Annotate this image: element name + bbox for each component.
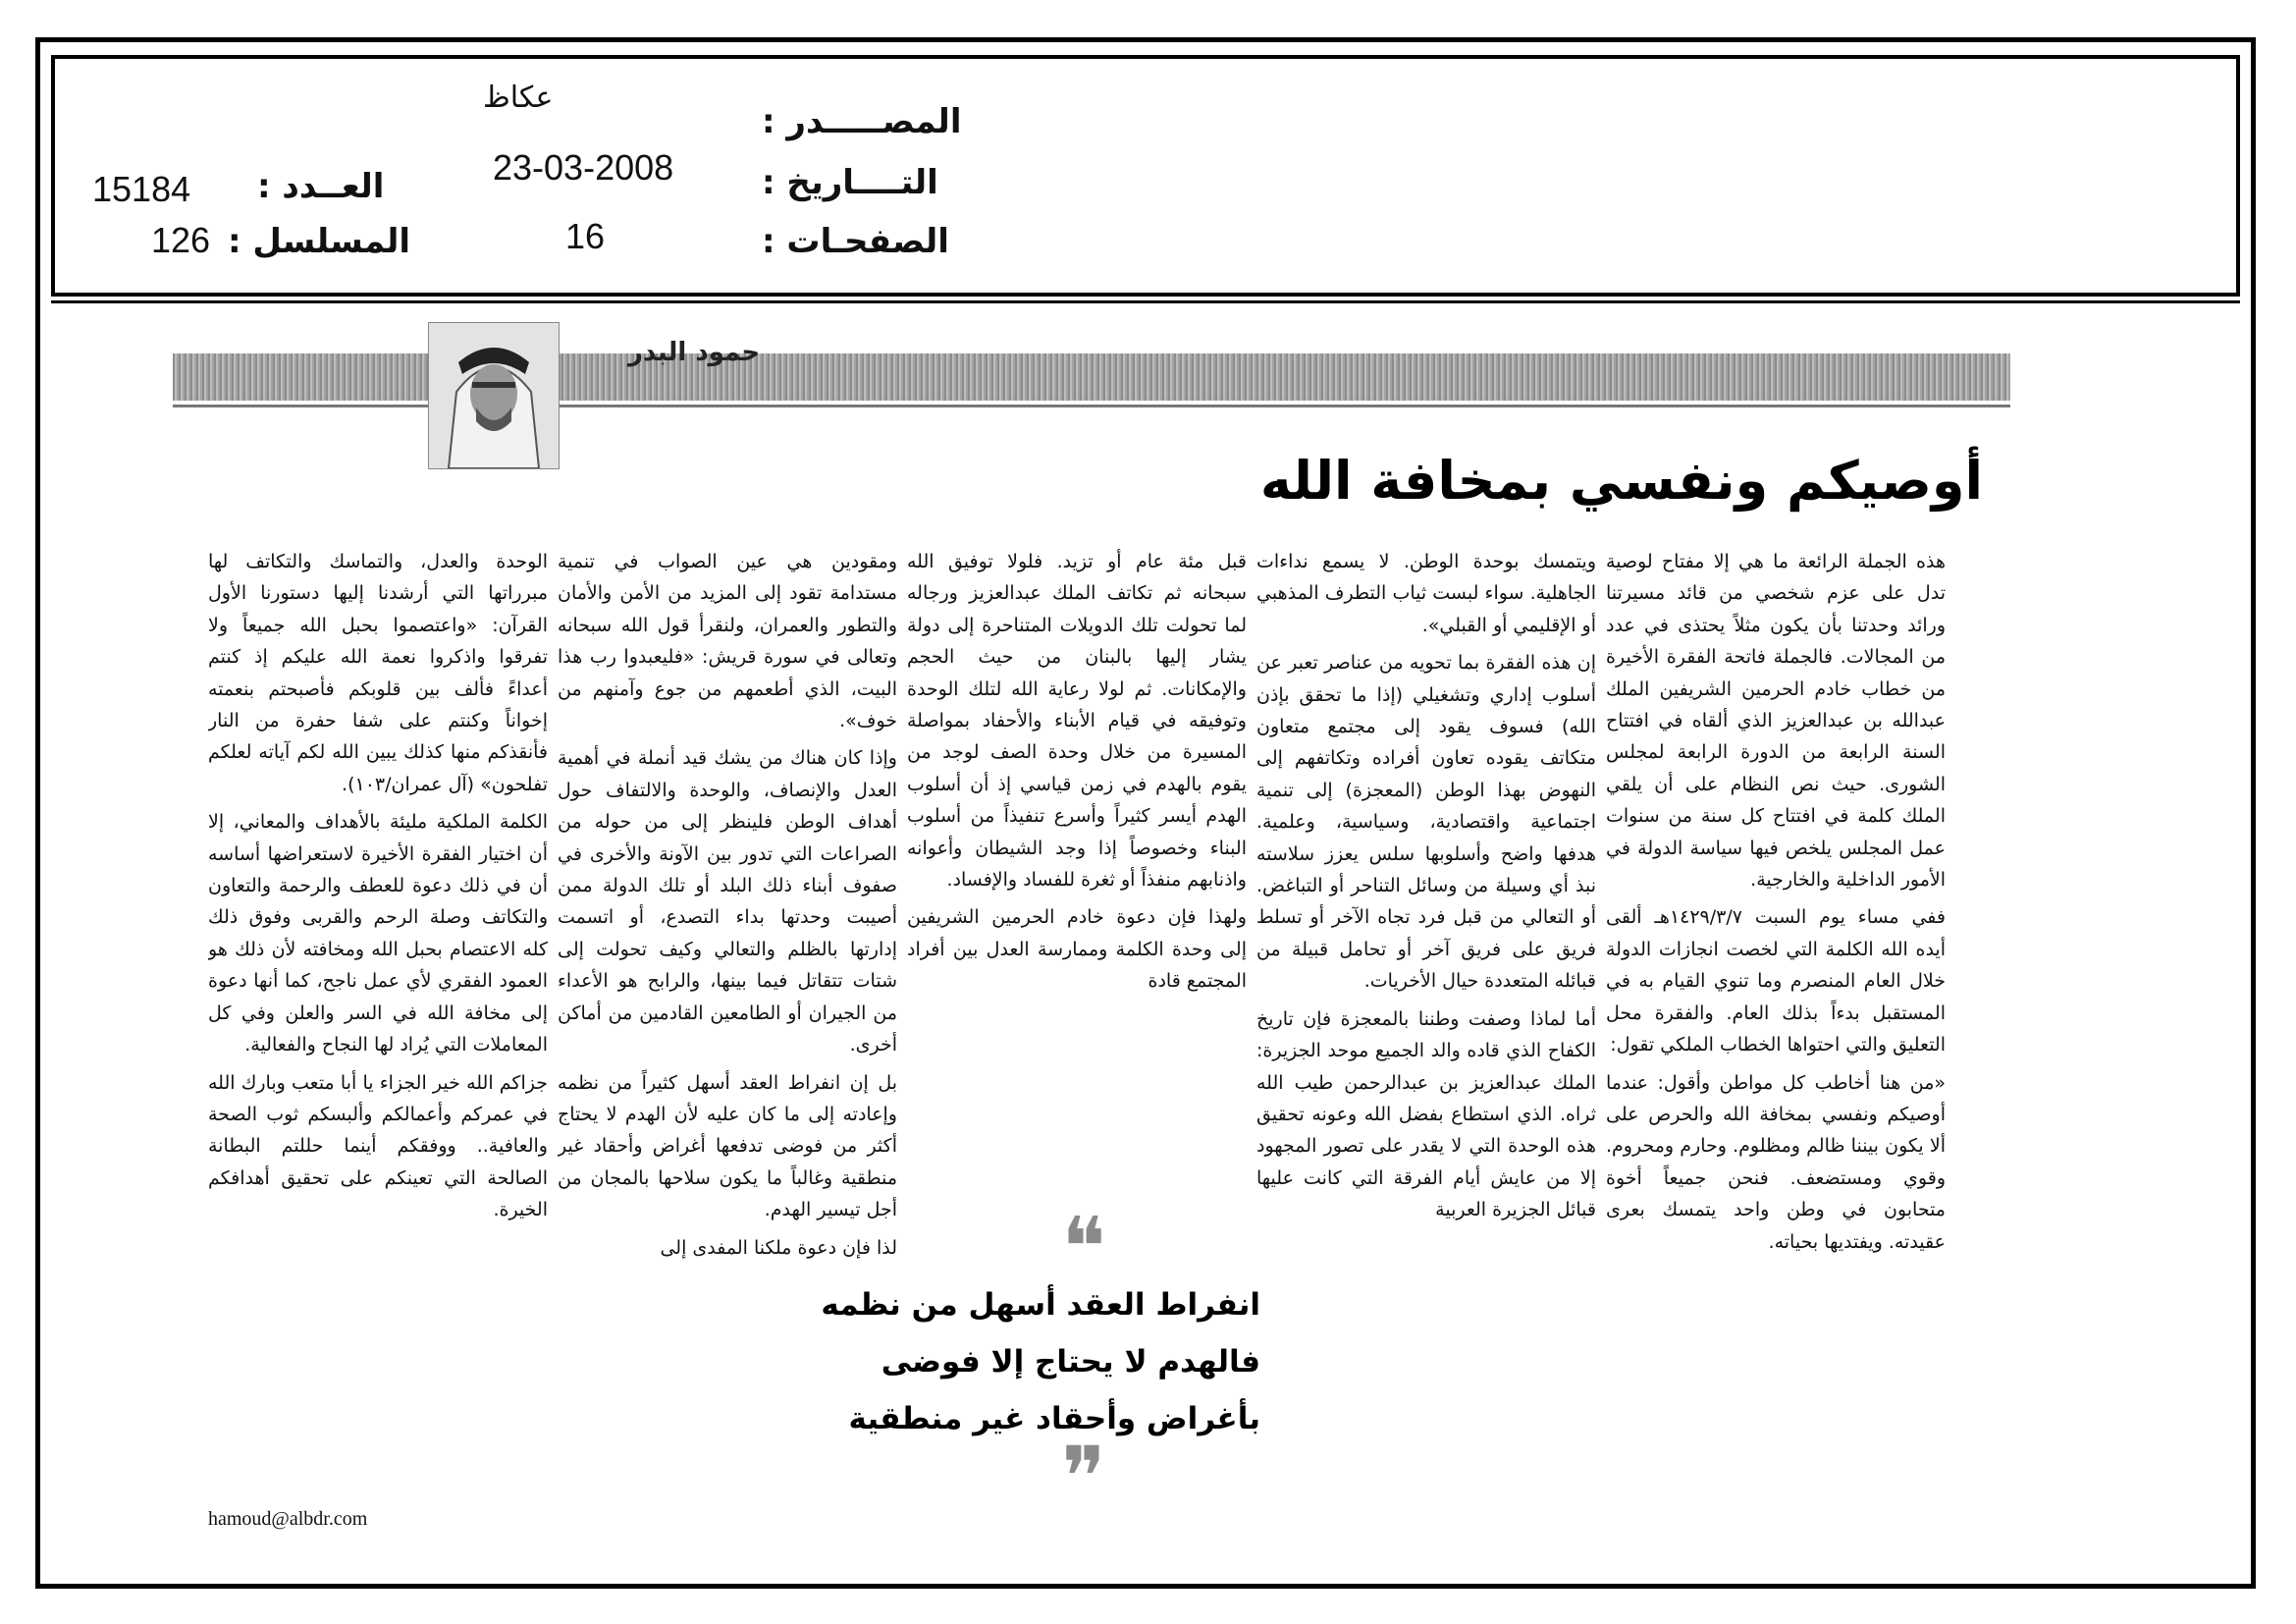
paragraph: الكلمة الملكية مليئة بالأهداف والمعاني، إلا أن اختيار الفقرة الأخيرة لاستعراضها أساسه أن في ذلك دعوة للعطف والرحمة والتعاون والتكاتف وصلة الرحم والقربى وفوق ذلك كله الاعتصام بحبل الله ومخافته لأن ذلك هو العمود الفقري لأي عمل ناجح، كما أنها دعوة إلى مخافة الله في السر والعلن وفي كل المعاملات التي يُراد لها النجاح والفعالية. <box>208 811 548 1056</box>
paragraph: أما لماذا وصفت وطننا بالمعجزة فإن تاريخ الكفاح الذي قاده والد الجميع موحد الجزيرة: الملك عبدالعزيز بن عبدالرحمن طيب الله ثراه. الذي استطاع بفضل الله وعونه تحقيق هذه الوحدة التي لا يقدر على تصور المجهود إلا من عايش أيام الفرقة التي كانت عليها قبائل الجزيرة العربية <box>1256 1007 1596 1221</box>
article-column-3 <box>907 546 1247 1174</box>
issue-label: العــدد : <box>257 167 385 206</box>
paragraph: لذا فإن دعوة ملكنا المفدى إلى <box>660 1236 897 1259</box>
source-label: المصـــــدر : <box>762 102 962 141</box>
header-divider <box>51 300 2240 303</box>
pages-value: 16 <box>565 216 606 256</box>
paragraph: ومقودين هي عين الصواب في تنمية مستدامة تقود إلى المزيد من الأمن والأمان والتطور والعمران، ولنقرأ قول الله سبحانه وتعالى في سورة قريش: «فليعبدوا رب هذا البيت، الذي أطعمهم من جوع وآمنهم من خوف». <box>558 551 897 732</box>
serial-value: 126 <box>151 220 211 260</box>
date-value: 23-03-2008 <box>493 147 674 188</box>
paragraph: الوحدة والعدل، والتماسك والتكاتف لها مبرراتها التي أرشدنا إليها دستورنا الأول القرآن: «واعتصموا بحبل الله جميعاً ولا تفرقوا واذكروا نعمة الله عليكم إذ كنتم أعداءً فألف بين قلوبكم فأصبحتم بنعمته إخواناً وكنتم على شفا حفرة من النار فأنقذكم منها كذلك يبين الله لكم آياته لعلكم تفلحون» (آل عمران/١٠٣). <box>208 551 548 795</box>
paragraph: ولهذا فإن دعوة خادم الحرمين الشريفين إلى وحدة الكلمة وممارسة العدل بين أفراد المجتمع قادة <box>907 906 1247 993</box>
open-quote-icon: ❝ <box>1061 1199 1106 1295</box>
pull-quote-line: انفراط العقد أسهل من نظمه <box>821 1287 1260 1323</box>
article-headline: أوصيكم ونفسي بمخافة الله <box>1259 450 1983 512</box>
pull-quote-line: فالهدم لا يحتاج إلا فوضى <box>881 1344 1260 1380</box>
paragraph: جزاكم الله خير الجزاء يا أبا متعب وبارك الله في عمركم وأعمالكم وألبسكم ثوب الصحة والعافية.. ووفقكم أينما حللتم البطانة الصالحة التي تعينكم على تحقيق أهدافكم الخيرة. <box>208 1071 548 1221</box>
pull-quote <box>821 1199 1260 1525</box>
pull-quote-line: بأغراض وأحقاد غير منطقية <box>848 1401 1260 1436</box>
author-portrait-icon <box>429 323 559 468</box>
date-label: التــــاريخ : <box>762 163 938 202</box>
paragraph: بل إن انفراط العقد أسهل كثيراً من نظمه وإعادته إلى ما كان عليه لأن الهدم لا يحتاج أكثر من فوضى تدفعها أغراض وأحقاد غير منطقية وغالباً ما يكون سلاحها بالمجان من أجل تيسير الهدم. <box>558 1071 897 1221</box>
article-column-1 <box>1606 546 1946 1258</box>
issue-value: 15184 <box>92 169 191 209</box>
source-value: عكاظ <box>483 81 554 115</box>
close-quote-icon: ❞ <box>1061 1429 1106 1525</box>
serial-label: المسلسل : <box>228 222 411 261</box>
article-column-5 <box>208 546 548 1498</box>
author-photo <box>428 322 560 469</box>
article-column-2 <box>1256 546 1596 1226</box>
paragraph: «من هنا أخاطب كل مواطن وأقول: عندما أوصيكم ونفسي بمخافة الله والحرص على ألا يكون بيننا ظالم ومظلوم. وحارم ومحروم. وقوي ومستضعف. فنحن جميعاً أخوة متحابون في وطن واحد يتمسك بعرى عقيدته. ويفتديها بحياته. <box>1606 1071 1946 1253</box>
pages-label: الصفحـات : <box>762 222 949 261</box>
paragraph: إن هذه الفقرة بما تحويه من عناصر تعبر عن أسلوب إداري وتشغيلي (إذا ما تحقق بإذن الله) فسوف يقود إلى مجتمع متعاون متكاتف يقوده تعاون أفراده وتكاتفهم إلى النهوض بهذا الوطن (المعجزة) إلى تنمية اجتماعية واقتصادية، وسياسية، وعلمية. هدفها واضح وأسلوبها سلس يعزز سلاسته نبذ أي وسيلة من وسائل التناحر أو التباغض. أو التعالي من قبل فرد تجاه الآخر أو تسلط فريق على فريق آخر أو تحامل قبيلة من قبائله المتعددة حيال الأخريات. <box>1256 652 1596 993</box>
author-email[interactable]: hamoud@albdr.com <box>208 1508 368 1530</box>
author-name: حمود البدر <box>628 338 761 367</box>
paragraph: ويتمسك بوحدة الوطن. لا يسمع نداءات الجاهلية. سواء لبست ثياب التطرف المذهبي أو الإقليمي أو القبلي». <box>1256 551 1596 636</box>
paragraph: ففي مساء يوم السبت ١٤٢٩/٣/٧هـ ألقى أيده الله الكلمة التي لخصت انجازات الدولة خلال العام المنصرم وما تنوي القيام به في المستقبل بدءاً بذلك العام. والفقرة محل التعليق والتي احتواها الخطاب الملكي تقول: <box>1606 906 1946 1056</box>
paragraph: هذه الجملة الرائعة ما هي إلا مفتاح لوصية تدل على عزم شخصي من قائد مسيرتنا ورائد وحدتنا بأن يكون مثلاً يحتذى في عدد من المجالات. فالجملة فاتحة الفقرة الأخيرة من خطاب خادم الحرمين الشريفين الملك عبدالله بن عبدالعزيز الذي ألقاه في افتتاح السنة الرابعة من الدورة الرابعة لمجلس الشورى. حيث نص النظام على أن يلقي الملك كلمة في افتتاح كل سنة من سنوات عمل المجلس يلخص فيها سياسة الدولة في الأمور الداخلية والخارجية. <box>1606 551 1946 892</box>
article-column-4 <box>558 546 897 1264</box>
paragraph: قبل مئة عام أو تزيد. فلولا توفيق الله سبحانه ثم تكاتف الملك عبدالعزيز ورجاله لما تحولت تلك الدويلات المتناحرة إلى دولة يشار إليها بالبنان من حيث الحجم والإمكانات. ثم لولا رعاية الله لتلك الوحدة وتوفيقه في قيام الأبناء والأحفاد بمواصلة المسيرة من خلال وحدة الصف لوجد من يقوم بالهدم في زمن قياسي إذ أن أسلوب الهدم أيسر كثيراً وأسرع تنفيذاً من أسلوب البناء وخصوصاً إذا وجد الشيطان وأعوانه واذنابهم منفذاً أو ثغرة للفساد والإفساد. <box>907 551 1247 892</box>
paragraph: وإذا كان هناك من يشك قيد أنملة في أهمية العدل والإنصاف، والوحدة والالتفاف حول أهداف الوطن فلينظر إلى من حوله من الصراعات التي تدور بين الآونة والأخرى في صفوف أبناء ذلك البلد أو تلك الدولة ممن أصيبت وحدتها بداء التصدع، أو اتسمت إدارتها بالظلم والتعالي وكيف تحولت إلى شتات تتقاتل فيما بينها، والرابح هو الأعداء من الجيران أو الطامعين القادمين من أماكن أخرى. <box>558 747 897 1056</box>
